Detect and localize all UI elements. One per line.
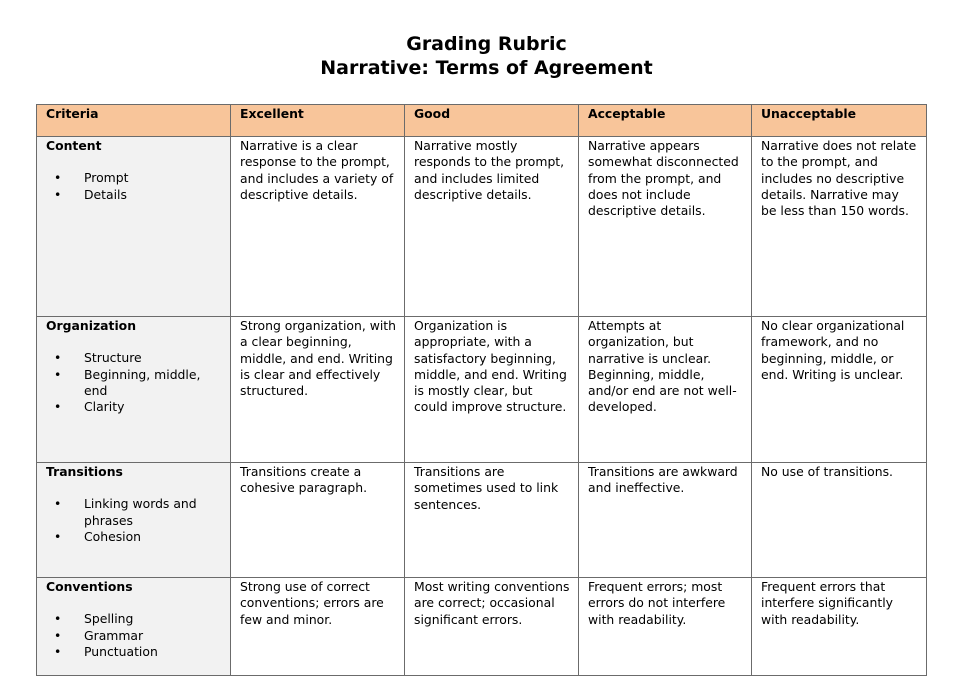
criterion-cell [37, 137, 231, 317]
column-header: Unacceptable [752, 105, 927, 137]
criterion-name: Organization [46, 318, 137, 333]
document-title: Grading Rubric [406, 33, 567, 55]
rating-cell-good: Transitions are sometimes used to link sentences. [405, 463, 579, 578]
criterion-bullets [46, 496, 222, 545]
criterion-cell [37, 578, 231, 676]
rating-cell-excellent: Transitions create a cohesive paragraph. [231, 463, 405, 578]
rating-cell-excellent: Strong use of correct conventions; errors are few and minor. [231, 578, 405, 676]
rating-cell-acceptable: Attempts at organization, but narrative is unclear. Beginning, middle, and/or end are not well-developed. [579, 317, 752, 463]
rating-cell-good: Most writing conventions are correct; occasional significant errors. [405, 578, 579, 676]
criterion-name: Transitions [46, 464, 123, 479]
header-row [37, 105, 927, 137]
bullet-item: • Details [84, 187, 222, 203]
document-subtitle: Narrative: Terms of Agreement [320, 57, 653, 79]
bullet-item: • Grammar [84, 628, 222, 644]
rating-cell-excellent: Narrative is a clear response to the prompt, and includes a variety of descriptive details. [231, 137, 405, 317]
rating-cell-unacceptable: No use of transitions. [752, 463, 927, 578]
bullet-item: • Punctuation [84, 644, 222, 660]
rating-cell-good: Narrative mostly responds to the prompt, and includes limited descriptive details. [405, 137, 579, 317]
criterion-cell [37, 317, 231, 463]
rating-cell-unacceptable: Narrative does not relate to the prompt, and includes no descriptive details. Narrative may be less than 150 words. [752, 137, 927, 317]
rubric-table [36, 104, 927, 676]
criterion-bullets [46, 170, 222, 203]
criterion-name: Content [46, 138, 102, 153]
bullet-item: • Structure [84, 350, 222, 366]
bullet-item: • Clarity [84, 399, 222, 415]
rating-cell-good: Organization is appropriate, with a satisfactory beginning, middle, and end. Writing is mostly clear, but could improve structure. [405, 317, 579, 463]
bullet-item: • Linking words and phrases [84, 496, 222, 529]
table-row [37, 317, 927, 463]
criterion-bullets [46, 350, 222, 415]
rating-cell-unacceptable: No clear organizational framework, and no beginning, middle, or end. Writing is unclear. [752, 317, 927, 463]
criterion-cell [37, 463, 231, 578]
criterion-name: Conventions [46, 579, 133, 594]
bullet-item: • Prompt [84, 170, 222, 186]
rating-cell-excellent: Strong organization, with a clear beginning, middle, and end. Writing is clear and effectively structured. [231, 317, 405, 463]
column-header: Criteria [37, 105, 231, 137]
bullet-item: • Cohesion [84, 529, 222, 545]
criterion-bullets [46, 611, 222, 660]
rating-cell-unacceptable: Frequent errors that interfere significantly with readability. [752, 578, 927, 676]
bullet-item: • Spelling [84, 611, 222, 627]
table-row [37, 137, 927, 317]
column-header: Good [405, 105, 579, 137]
column-header: Excellent [231, 105, 405, 137]
table-row [37, 463, 927, 578]
table-row [37, 578, 927, 676]
rating-cell-acceptable: Transitions are awkward and ineffective. [579, 463, 752, 578]
rating-cell-acceptable: Narrative appears somewhat disconnected from the prompt, and does not include descriptive details. [579, 137, 752, 317]
bullet-item: • Beginning, middle, end [84, 367, 222, 400]
column-header: Acceptable [579, 105, 752, 137]
rating-cell-acceptable: Frequent errors; most errors do not interfere with readability. [579, 578, 752, 676]
